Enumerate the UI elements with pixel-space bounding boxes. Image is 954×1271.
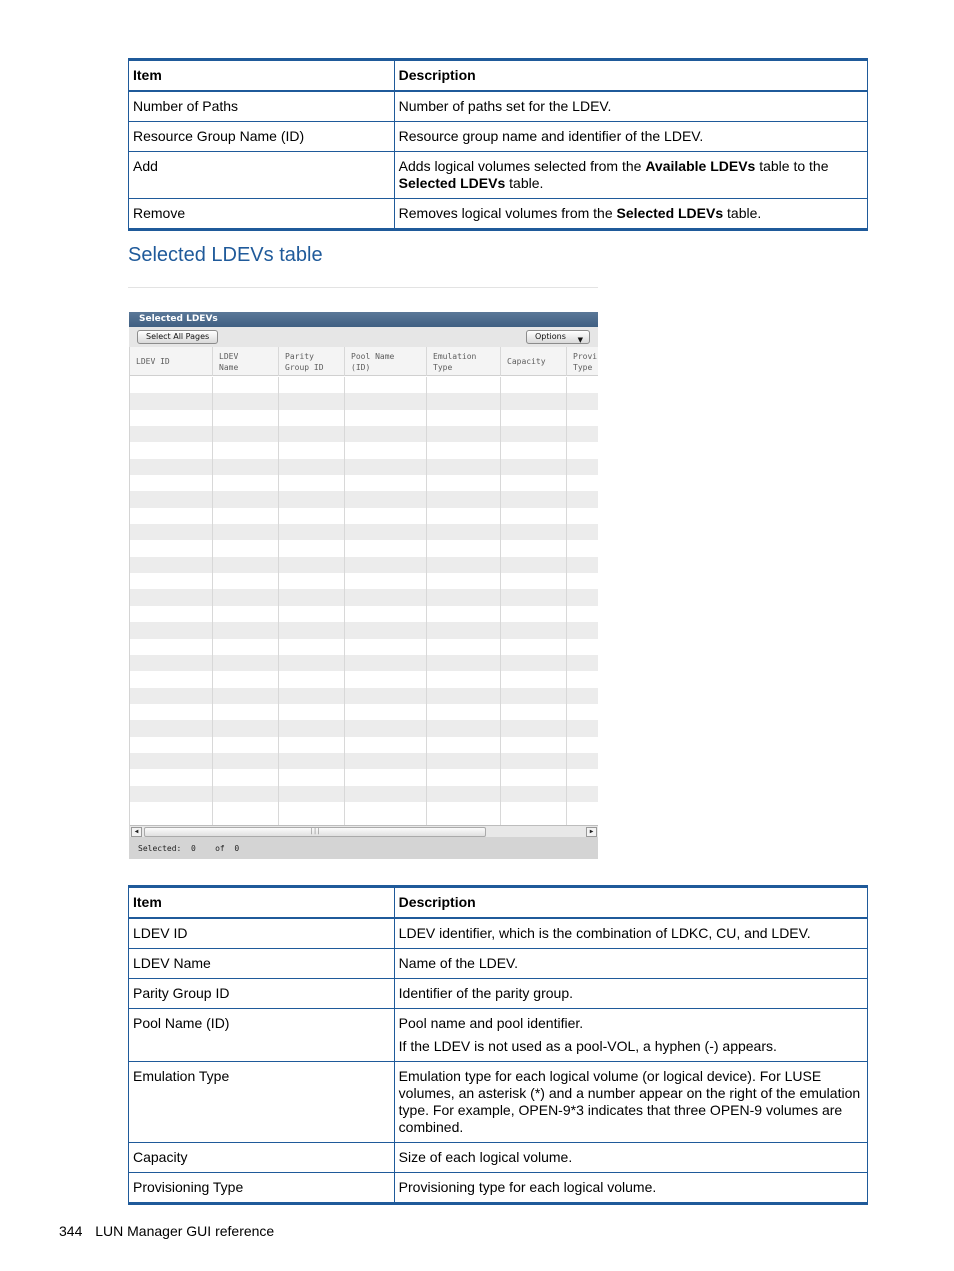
empty-grid-row xyxy=(130,655,598,671)
table-header-row xyxy=(129,887,868,919)
item-cell: Resource Group Name (ID) xyxy=(129,122,395,152)
description-cell: Resource group name and identifier of the LDEV. xyxy=(394,122,867,152)
description-text: Adds logical volumes selected from the xyxy=(398,158,646,174)
table-row xyxy=(129,91,868,122)
empty-grid-row xyxy=(130,442,598,458)
scroll-right-icon[interactable]: ▶ xyxy=(586,827,597,837)
section-divider xyxy=(128,287,598,288)
items-table-1 xyxy=(128,58,868,231)
items-table-2 xyxy=(128,885,868,1205)
item-cell: Emulation Type xyxy=(129,1062,395,1143)
empty-grid-row xyxy=(130,426,598,442)
description-text: table to the xyxy=(755,158,829,174)
empty-grid-row xyxy=(130,410,598,426)
grid-rows xyxy=(130,377,598,825)
empty-grid-row xyxy=(130,475,598,491)
empty-grid-row xyxy=(130,753,598,769)
horizontal-scrollbar[interactable] xyxy=(130,825,598,837)
description-cell: Emulation type for each logical volume (or logical device). For LUSE volumes, an asterisk (*) and a number appear on the right of the emulation type. For example, OPEN-9*3 indicates that three OPEN-9 volumes are combined. xyxy=(394,1062,867,1143)
empty-grid-row xyxy=(130,589,598,605)
table-row xyxy=(129,1143,868,1173)
column-ldev-id[interactable]: LDEV ID xyxy=(130,347,213,376)
empty-grid-row xyxy=(130,540,598,556)
empty-grid-row xyxy=(130,393,598,409)
selected-ldevs-panel xyxy=(129,312,598,859)
empty-grid-row xyxy=(130,688,598,704)
item-cell: LDEV Name xyxy=(129,949,395,979)
column-divider xyxy=(278,377,279,825)
select-all-pages-button[interactable]: Select All Pages xyxy=(137,330,218,344)
table-row xyxy=(129,979,868,1009)
table-row xyxy=(129,1062,868,1143)
column-emulation-type[interactable]: Emulation Type xyxy=(427,347,501,376)
description-cell: Number of paths set for the LDEV. xyxy=(394,91,867,122)
empty-grid-row xyxy=(130,377,598,393)
empty-grid-row xyxy=(130,786,598,802)
column-capacity[interactable]: Capacity xyxy=(501,347,567,376)
description-cell: Name of the LDEV. xyxy=(394,949,867,979)
footer-section-title: LUN Manager GUI reference xyxy=(95,1223,275,1239)
column-divider xyxy=(426,377,427,825)
page-number: 344 xyxy=(59,1223,83,1239)
description-cell: LDEV identifier, which is the combination of LDKC, CU, and LDEV. xyxy=(394,918,867,949)
table-row xyxy=(129,918,868,949)
empty-grid-row xyxy=(130,573,598,589)
description-cell: Provisioning type for each logical volume. xyxy=(394,1173,867,1204)
ui-term: Selected LDEVs xyxy=(616,205,724,221)
header-description: Description xyxy=(394,887,867,919)
options-label: Options xyxy=(535,332,566,341)
grid-header xyxy=(130,347,598,376)
section-heading: Selected LDEVs table xyxy=(128,244,323,266)
status-of-label: of xyxy=(215,844,225,853)
column-ldev-name[interactable]: LDEV Name xyxy=(213,347,279,376)
item-cell: Provisioning Type xyxy=(129,1173,395,1204)
table-row xyxy=(129,949,868,979)
item-cell: Remove xyxy=(129,199,395,230)
empty-grid-row xyxy=(130,769,598,785)
header-description: Description xyxy=(394,60,867,92)
options-button[interactable] xyxy=(526,330,590,344)
panel-toolbar xyxy=(129,327,598,347)
empty-grid-row xyxy=(130,671,598,687)
chevron-down-icon: ▼ xyxy=(577,336,583,344)
item-cell: Parity Group ID xyxy=(129,979,395,1009)
table-row xyxy=(129,1173,868,1204)
column-provisioning-type[interactable]: Provi Type xyxy=(573,351,598,372)
item-cell: Pool Name (ID) xyxy=(129,1009,395,1062)
status-label: Selected: xyxy=(138,844,182,853)
table-row xyxy=(129,122,868,152)
item-cell: Add xyxy=(129,152,395,199)
column-divider xyxy=(500,377,501,825)
description-cell: Identifier of the parity group. xyxy=(394,979,867,1009)
table-row xyxy=(129,1009,868,1062)
empty-grid-row xyxy=(130,606,598,622)
ui-term: Available LDEVs xyxy=(645,158,756,174)
selected-count: 0 xyxy=(191,844,196,853)
empty-grid-row xyxy=(130,704,598,720)
item-cell: Number of Paths xyxy=(129,91,395,122)
column-divider xyxy=(566,377,567,825)
scroll-thumb[interactable]: ||| xyxy=(144,827,486,837)
description-cell: Size of each logical volume. xyxy=(394,1143,867,1173)
description-cell xyxy=(394,152,867,199)
empty-grid-row xyxy=(130,508,598,524)
header-item: Item xyxy=(129,60,395,92)
table-header-row xyxy=(129,60,868,92)
total-count: 0 xyxy=(234,844,240,853)
empty-grid-row xyxy=(130,524,598,540)
description-text: Pool name and pool identifier. xyxy=(398,1015,584,1031)
empty-grid-row xyxy=(130,802,598,818)
empty-grid-row xyxy=(130,622,598,638)
description-cell xyxy=(394,1009,867,1062)
item-cell: LDEV ID xyxy=(129,918,395,949)
column-divider xyxy=(344,377,345,825)
empty-grid-row xyxy=(130,557,598,573)
ldev-grid xyxy=(130,347,598,825)
column-divider xyxy=(212,377,213,825)
selection-status xyxy=(129,839,598,859)
description-cell xyxy=(394,199,867,230)
description-text: If the LDEV is not used as a pool-VOL, a hyphen (-) appears. xyxy=(398,1038,777,1054)
page-footer xyxy=(59,1223,274,1240)
description-text: table. xyxy=(505,175,544,191)
table-row xyxy=(129,152,868,199)
empty-grid-row xyxy=(130,491,598,507)
empty-grid-row xyxy=(130,737,598,753)
header-item: Item xyxy=(129,887,395,919)
panel-title: Selected LDEVs xyxy=(129,312,598,327)
ui-term: Selected LDEVs xyxy=(398,175,506,191)
item-cell: Capacity xyxy=(129,1143,395,1173)
empty-grid-row xyxy=(130,459,598,475)
description-text: Removes logical volumes from the xyxy=(398,205,617,221)
scroll-left-icon[interactable]: ◀ xyxy=(131,827,142,837)
table-row xyxy=(129,199,868,230)
empty-grid-row xyxy=(130,639,598,655)
description-text: table. xyxy=(723,205,762,221)
column-pool-name[interactable]: Pool Name (ID) xyxy=(345,347,427,376)
column-parity-group-id[interactable]: Parity Group ID xyxy=(279,347,345,376)
empty-grid-row xyxy=(130,720,598,736)
